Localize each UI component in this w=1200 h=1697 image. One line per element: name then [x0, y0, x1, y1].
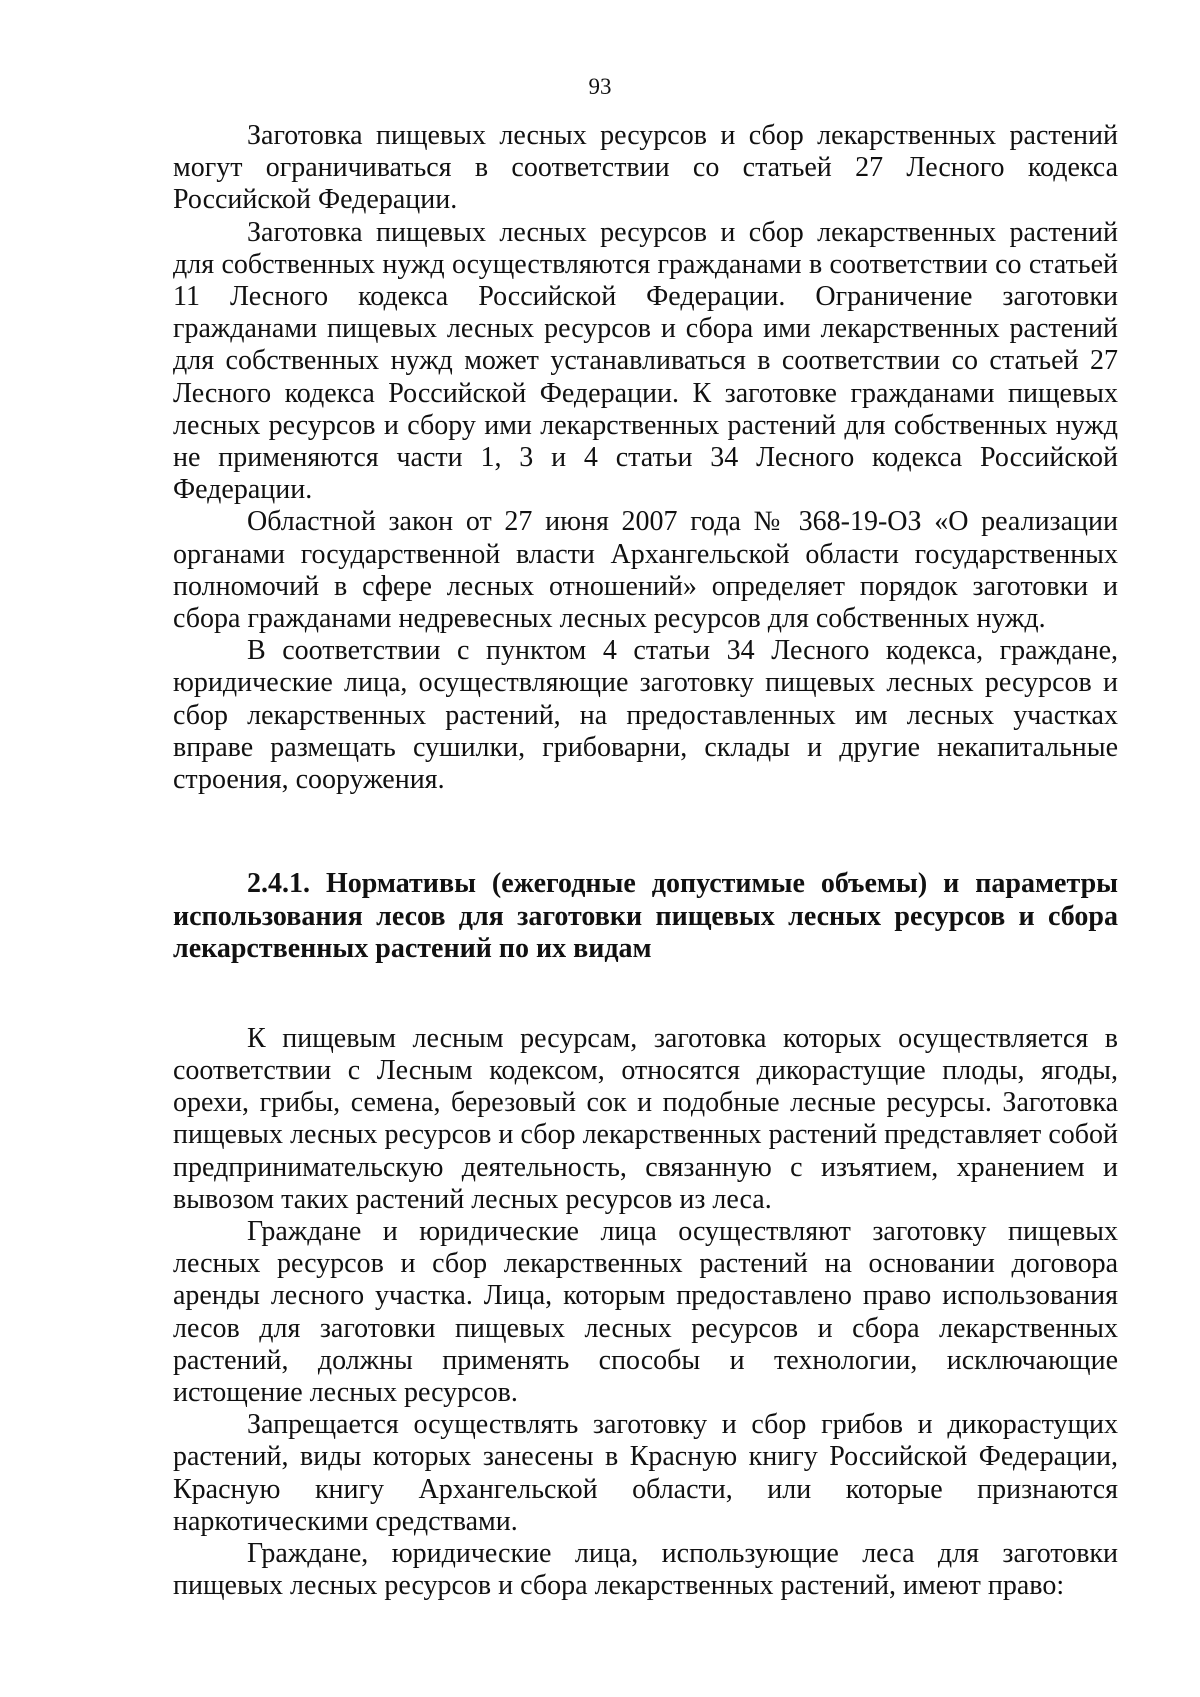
paragraph: Граждане, юридические лица, использующие леса для заготовки пищевых лесных ресурсов и сбора лекарственных растений, имеют право:	[173, 1538, 1118, 1602]
page-number: 93	[588, 74, 612, 99]
paragraph: Областной закон от 27 июня 2007 года № 368-19-ОЗ «О реализации органами государственной власти Архангельской области государственных полномочий в сфере лесных отношений» определяет порядок заготовки и сбора гражданами недревесных лесных ресурсов для собственных нужд.	[173, 506, 1118, 635]
paragraph: Граждане и юридические лица осуществляют заготовку пищевых лесных ресурсов и сбор лекарственных растений на основании договора аренды лесного участка. Лица, которым предоставлено право использования лесов для заготовки пищевых лесных ресурсов и сбора лекарственных растений, должны применять способы и технологии, исключающие истощение лесных ресурсов.	[173, 1215, 1118, 1408]
paragraph: Заготовка пищевых лесных ресурсов и сбор лекарственных растений могут ограничиваться в соответствии со статьей 27 Лесного кодекса Российской Федерации.	[173, 120, 1118, 216]
paragraph: Запрещается осуществлять заготовку и сбор грибов и дикорастущих растений, виды которых занесены в Красную книгу Российской Федерации, Красную книгу Архангельской области, или которые признаются наркотическими средствами.	[173, 1409, 1118, 1537]
paragraph: В соответствии с пунктом 4 статьи 34 Лесного кодекса, граждане, юридические лица, осуществляющие заготовку пищевых лесных ресурсов и сбор лекарственных растений, на предоставленных им лесных участках вправе размещать сушилки, грибоварни, склады и другие некапитальные строения, сооружения.	[173, 635, 1118, 796]
page-content	[173, 120, 1118, 1602]
section-heading: 2.4.1. Нормативы (ежегодные допустимые объемы) и параметры использования лесов для заготовки пищевых лесных ресурсов и сбора лекарственных растений по их видам	[173, 868, 1118, 965]
paragraph: Заготовка пищевых лесных ресурсов и сбор лекарственных растений для собственных нужд осуществляются гражданами в соответствии со статьей 11 Лесного кодекса Российской Федерации. Ограничение заготовки гражданами пищевых лесных ресурсов и сбора ими лекарственных растений для собственных нужд может устанавливаться в соответствии со статьей 27 Лесного кодекса Российской Федерации. К заготовке гражданами пищевых лесных ресурсов и сбору ими лекарственных растений для собственных нужд не применяются части 1, 3 и 4 статьи 34 Лесного кодекса Российской Федерации.	[173, 216, 1118, 506]
paragraph: К пищевым лесным ресурсам, заготовка которых осуществляется в соответствии с Лесным кодексом, относятся дикорастущие плоды, ягоды, орехи, грибы, семена, березовый сок и подобные лесные ресурсы. Заготовка пищевых лесных ресурсов и сбор лекарственных растений представляет собой предпринимательскую деятельность, связанную с изъятием, хранением и вывозом таких растений лесных ресурсов из леса.	[173, 1022, 1118, 1215]
